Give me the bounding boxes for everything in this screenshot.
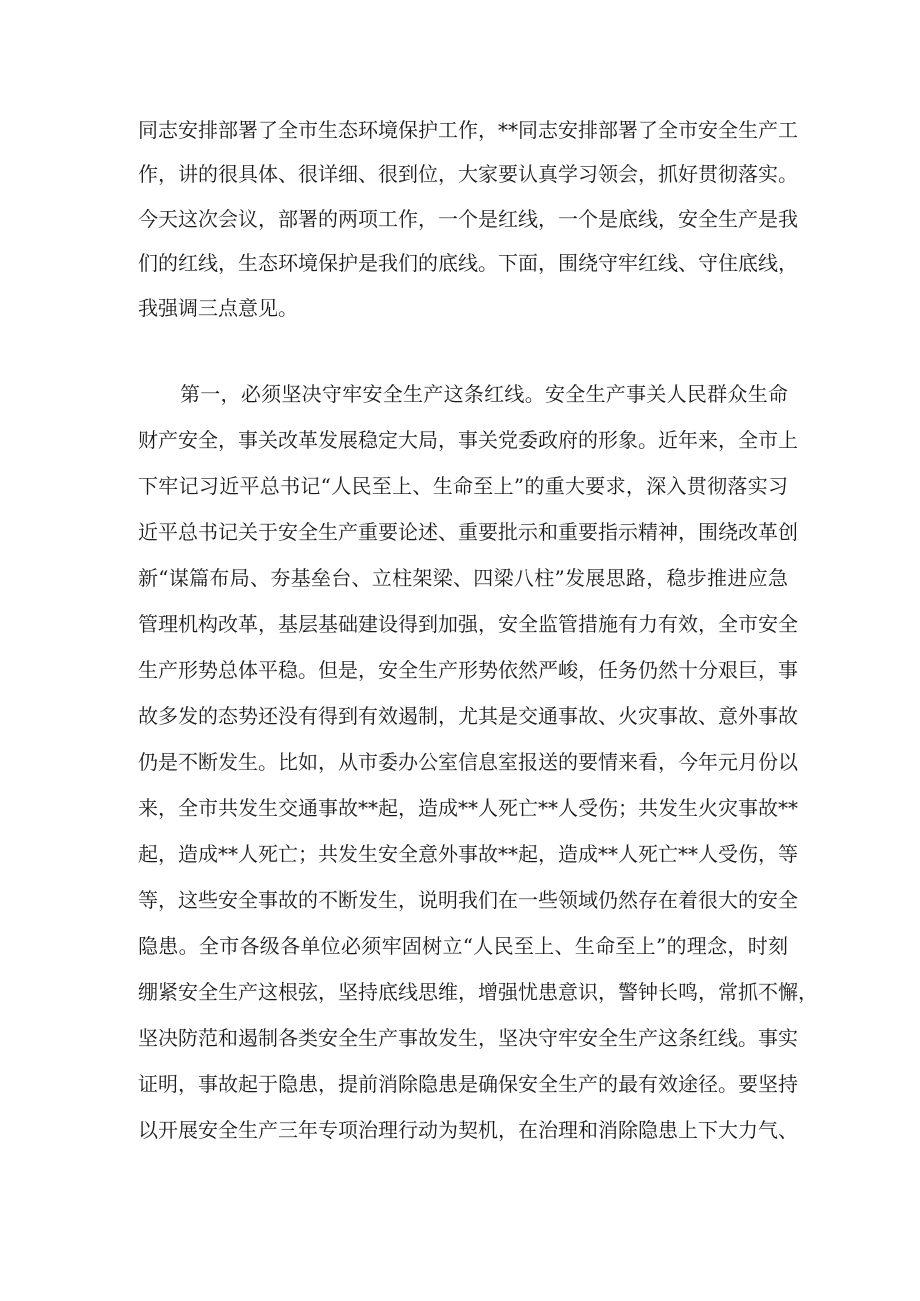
paragraph-line: 故多发的态势还没有得到有效遏制，尤其是交通事故、火灾事故、意外事故: [138, 704, 798, 728]
paragraph-line: 以开展安全生产三年专项治理行动为契机，在治理和消除隐患上下大力气、: [138, 1118, 798, 1142]
paragraph-line: 下牢记习近平总书记“人民至上、生命至上”的重大要求，深入贯彻落实习: [138, 474, 788, 498]
paragraph-line: 等，这些安全事故的不断发生，说明我们在一些领域仍然存在着很大的安全: [138, 888, 798, 912]
paragraph-line: 我强调三点意见。: [138, 296, 298, 320]
paragraph-line: 们的红线，生态环境保护是我们的底线。下面，围绕守牢红线、守住底线，: [138, 251, 798, 275]
paragraph-line: 财产安全，事关改革发展稳定大局，事关党委政府的形象。近年来，全市上: [138, 428, 798, 452]
paragraph-line: 近平总书记关于安全生产重要论述、重要批示和重要指示精神，围绕改革创: [138, 520, 798, 544]
paragraph-line: 新“谋篇布局、夯基垒台、立柱架梁、四梁八柱”发展思路，稳步推进应急: [138, 566, 788, 590]
paragraph-line: 管理机构改革，基层基础建设得到加强，安全监管措施有力有效，全市安全: [138, 612, 798, 636]
paragraph-line: 绷紧安全生产这根弦，坚持底线思维，增强忧患意识，警钟长鸣，常抓不懈，: [138, 980, 818, 1004]
paragraph-line: 生产形势总体平稳。但是，安全生产形势依然严峻，任务仍然十分艰巨，事: [138, 658, 798, 682]
paragraph-line: 仍是不断发生。比如，从市委办公室信息室报送的要情来看，今年元月份以: [138, 750, 798, 774]
paragraph-line: 隐患。全市各级各单位必须牢固树立“人民至上、生命至上”的理念，时刻: [138, 934, 788, 958]
paragraph-line: 起，造成**人死亡；共发生安全意外事故**起，造成**人死亡**人受伤，等: [138, 842, 798, 866]
paragraph-line: 同志安排部署了全市生态环境保护工作，**同志安排部署了全市安全生产工: [138, 118, 798, 142]
paragraph-line: 坚决防范和遏制各类安全生产事故发生，坚决守牢安全生产这条红线。事实: [138, 1026, 798, 1050]
paragraph-line: 第一，必须坚决守牢安全生产这条红线。安全生产事关人民群众生命: [180, 382, 788, 406]
paragraph-line: 今天这次会议，部署的两项工作，一个是红线，一个是底线，安全生产是我: [138, 207, 798, 231]
paragraph-line: 证明，事故起于隐患，提前消除隐患是确保安全生产的最有效途径。要坚持: [138, 1072, 798, 1096]
paragraph-line: 作，讲的很具体、很详细、很到位，大家要认真学习领会，抓好贯彻落实。: [138, 162, 798, 186]
paragraph-line: 来，全市共发生交通事故**起，造成**人死亡**人受伤；共发生火灾事故**: [138, 796, 798, 820]
